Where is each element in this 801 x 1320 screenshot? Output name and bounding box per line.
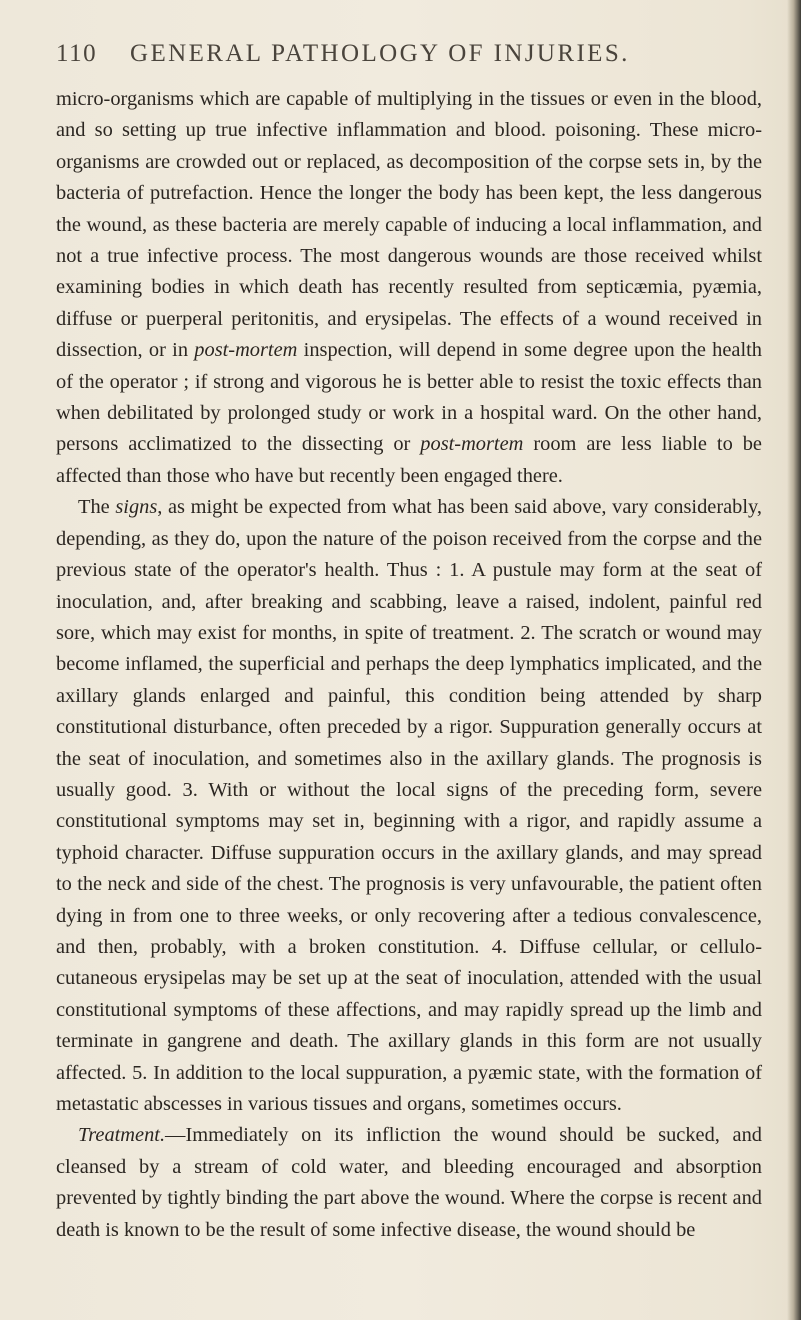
paragraph-dissection-wounds [56,84,762,492]
italic-run: signs [115,496,158,519]
text-run: micro-organisms which are capable of multiplying in the tissues or even in the blood, and so setting up true infective inflammation and blood. poisoning. These micro-organisms are crowded out or replaced, as decomposition of the corpse sets in, by the bacteria of putrefaction. Hence the longer the body has been kept, the less dangerous the wound, as these bacteria are merely capable of inducing a local inflammation, and not a true infective process. The most dangerous wounds are those received whilst examining bodies in which death has recently resulted from septicæmia, pyæmia, diffuse or puerperal peritonitis, and erysipelas. The effects of a wound received in dissection, or in [56,88,762,362]
italic-run: post-mortem [420,433,524,456]
running-head [56,40,756,84]
page-edge-shadow [787,0,801,1320]
italic-run: Treatment. [78,1124,166,1147]
running-head-title: GENERAL PATHOLOGY OF INJURIES. [130,40,630,67]
text-run: The [78,496,116,519]
text-run: inspection, will depend in some degree upon the health of the operator ; if strong and vigorous he is better able to resist the toxic effects than when debilitated by prolonged study or work in a hospital ward. On the other hand, persons acclimatized to the dissecting or [56,339,763,456]
italic-run: post-mortem [194,339,298,362]
text-run: room are less liable to be affected than those who have but recently been engaged there. [56,433,762,487]
text-run: —Immediately on its infliction the wound should be sucked, and cleansed by a stream of cold water, and bleeding encouraged and absorption prevented by tightly binding the part above the wound. Where the corpse is recent and death is known to be the result of some infective disease, the wound should be [56,1124,762,1241]
paragraph-treatment [56,1120,762,1246]
body-text [56,84,762,1246]
paragraph-signs [56,492,762,1120]
page-number: 110 [56,40,98,67]
text-run: , as might be expected from what has been said above, vary considerably, depending, as they do, upon the nature of the poison received from the corpse and the previous state of the operator's health. Thus : 1. A pustule may form at the seat of inoculation, and, after breaking and scabbing, leave a raised, indolent, painful red sore, which may exist for months, in spite of treatment. 2. The scratch or wound may become inflamed, the superficial and perhaps the deep lymphatics implicated, and the axillary glands enlarged and painful, this condition being attended by sharp constitutional disturbance, often preceded by a rigor. Suppuration generally occurs at the seat of inoculation, and sometimes also in the axillary glands. The prognosis is usually good. 3. With or without the local signs of the preceding form, severe constitutional symptoms may set in, beginning with a rigor, and rapidly assume a typhoid character. Diffuse suppuration occurs in the axillary glands, and may spread to the neck and side of the chest. The prognosis is very unfavourable, the patient often dying in from one to three weeks, or only recovering after a tedious convalescence, and then, probably, with a broken constitution. 4. Diffuse cellular, or cellulo-cutaneous erysipelas may be set up at the seat of inoculation, attended with the usual constitutional symptoms of these affections, and may rapidly spread up the limb and terminate in gangrene and death. The axillary glands in this form are not usually affected. 5. In addition to the local suppuration, a pyæmic state, with the formation of metastatic abscesses in various tissues and organs, sometimes occurs. [56,496,762,1115]
